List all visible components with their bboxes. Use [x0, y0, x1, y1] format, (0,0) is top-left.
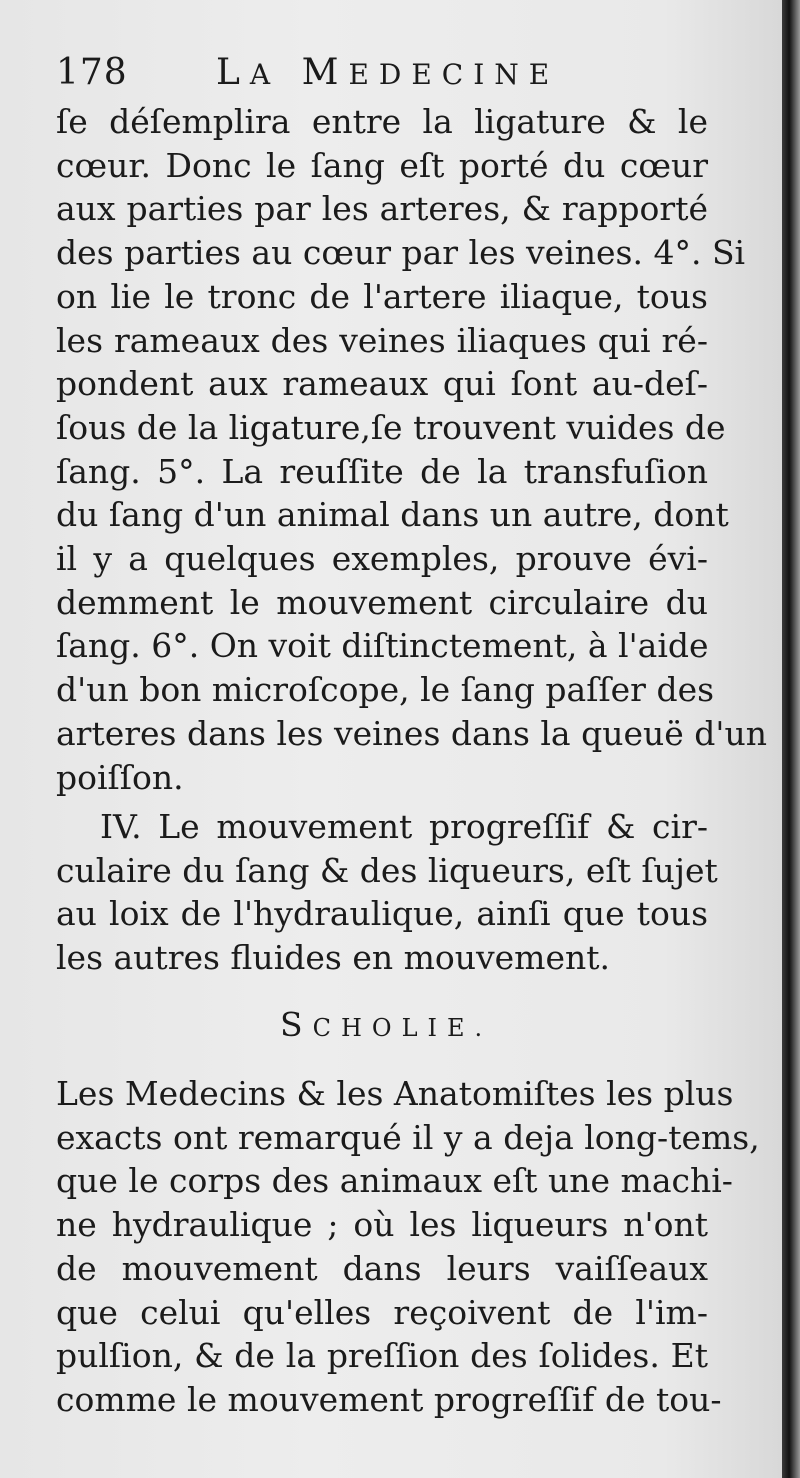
text-line: des parties au cœur par les veines. 4°. Si	[56, 233, 746, 273]
text-line: pondent aux rameaux qui ſont au-deſ-	[56, 364, 708, 404]
running-title	[216, 52, 559, 93]
text-line: il y a quelques exemples, prouve évi-	[56, 539, 708, 578]
text-line: poiſſon.	[56, 757, 184, 797]
text-line: au loix de l'hydraulique, ainſi que tous	[56, 894, 708, 934]
text-line: Les Medecins & les Anatomiſtes les plus	[56, 1074, 734, 1113]
text-line: cœur. Donc le ſang eſt porté du cœur	[56, 145, 708, 185]
text-line: du ſang d'un animal dans un autre, dont	[56, 495, 729, 535]
running-title-text: LA MEDECINE	[216, 52, 560, 93]
text-line: ſe déſemplira entre la ligature & le	[56, 102, 708, 141]
text-line: IV. Le mouvement progreſſif & cir-	[100, 807, 708, 846]
text-line: les autres fluides en mouvement.	[56, 938, 611, 978]
text-line: les rameaux des veines iliaques qui ré-	[56, 320, 708, 360]
text-line: d'un bon microſcope, le ſang paſſer des	[56, 670, 715, 710]
section-heading	[280, 1005, 492, 1044]
text-line: culaire du ſang & des liqueurs, eſt ſujet	[56, 850, 718, 890]
page-number: 178	[56, 52, 128, 93]
text-line: de mouvement dans leurs vaiſſeaux	[56, 1248, 708, 1288]
page-gutter	[782, 0, 800, 1478]
text-line: demment le mouvement circulaire du	[56, 582, 708, 622]
text-line: ſous de la ligature,ſe trouvent vuides de	[56, 407, 726, 447]
text-line: arteres dans les veines dans la queuë d'un	[56, 713, 767, 753]
text-line: ſang. 5°. La reuſſite de la transfuſion	[56, 451, 708, 491]
text-line: ſang. 6°. On voit diſtinctement, à l'aide	[56, 626, 709, 666]
text-line: ne hydraulique ; où les liqueurs n'ont	[56, 1205, 708, 1245]
text-line: que celui qu'elles reçoivent de l'im-	[56, 1292, 708, 1332]
text-line: aux parties par les arteres, & rapporté	[56, 189, 708, 229]
section-heading-text: SCHOLIE.	[280, 1005, 493, 1044]
text-line: on lie le tronc de l'artere iliaque, tous	[56, 276, 708, 316]
page-header	[56, 52, 716, 102]
text-line: comme le mouvement progreſſif de tou-	[56, 1379, 722, 1419]
text-line: pulſion, & de la preſſion des ſolides. Et	[56, 1336, 708, 1376]
text-line: que le corps des animaux eſt une machi-	[56, 1161, 733, 1201]
text-line: exacts ont remarqué il y a deja long-tems,	[56, 1117, 760, 1157]
